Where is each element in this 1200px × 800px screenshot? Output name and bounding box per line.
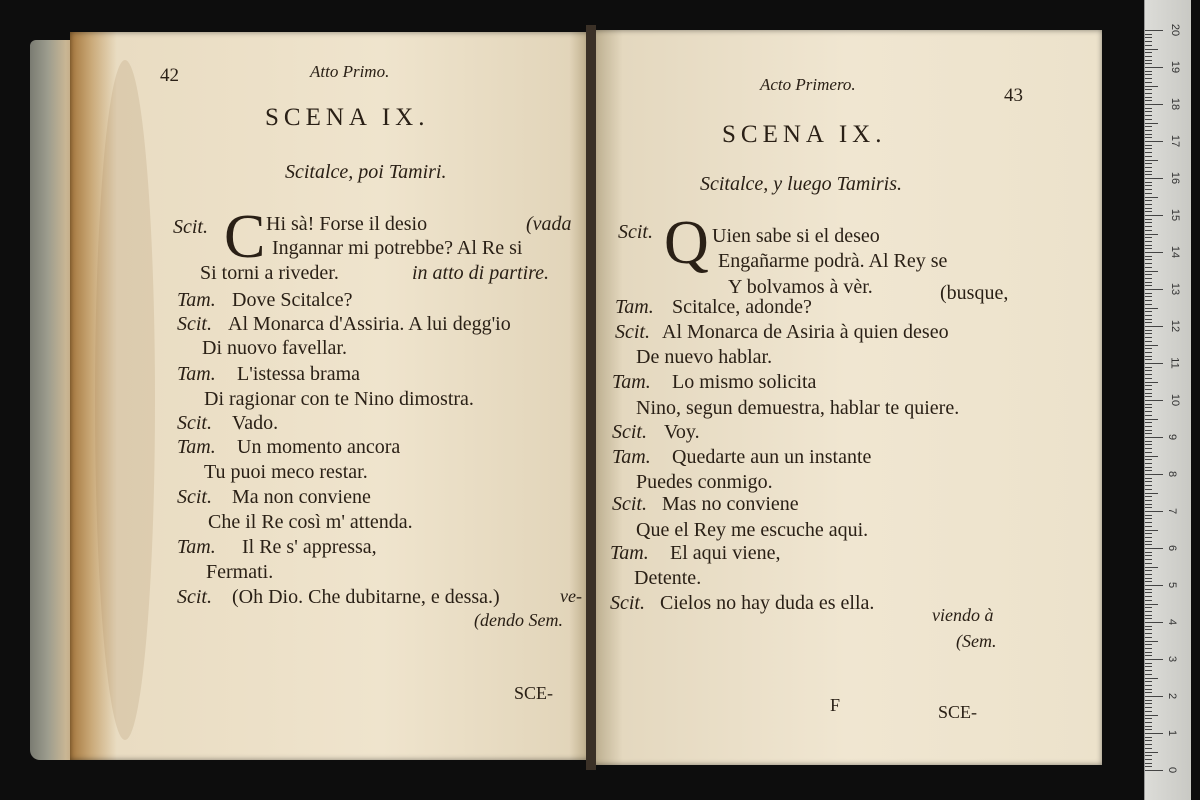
ruler-minor-tick xyxy=(1145,611,1152,612)
ruler-minor-tick xyxy=(1145,78,1152,79)
speaker: Scit. xyxy=(612,421,647,443)
ruler-minor-tick xyxy=(1145,171,1152,172)
ruler-minor-tick xyxy=(1145,211,1152,212)
ruler-minor-tick xyxy=(1145,333,1152,334)
ruler-minor-tick xyxy=(1145,641,1158,642)
ruler-label: 19 xyxy=(1169,60,1182,74)
ruler-minor-tick xyxy=(1145,578,1152,579)
ruler-minor-tick xyxy=(1145,703,1152,704)
ruler-minor-tick xyxy=(1145,263,1152,264)
ruler-minor-tick xyxy=(1145,182,1152,183)
ruler-tick xyxy=(1145,585,1163,586)
ruler-minor-tick xyxy=(1145,530,1158,531)
ruler-tick xyxy=(1145,252,1163,253)
ruler-minor-tick xyxy=(1145,456,1158,457)
ruler-minor-tick xyxy=(1145,385,1152,386)
speaker: Tam. xyxy=(177,363,216,385)
left-scene-title: SCENA IX. xyxy=(265,104,430,131)
ruler-minor-tick xyxy=(1145,518,1152,519)
ruler-minor-tick xyxy=(1145,348,1152,349)
ruler-minor-tick xyxy=(1145,718,1152,719)
stage-direction: in atto di partire. xyxy=(412,262,550,284)
ruler-minor-tick xyxy=(1145,245,1152,246)
ruler-minor-tick xyxy=(1145,685,1152,686)
right-page-number: 43 xyxy=(1004,85,1023,106)
ruler-minor-tick xyxy=(1145,522,1152,523)
ruler-minor-tick xyxy=(1145,648,1152,649)
verse-line: Dove Scitalce? xyxy=(232,289,353,311)
ruler-minor-tick xyxy=(1145,282,1152,283)
ruler-minor-tick xyxy=(1145,678,1158,679)
ruler-tick xyxy=(1145,474,1163,475)
verse-line: Y bolvamos à vèr. xyxy=(728,276,873,298)
ruler-minor-tick xyxy=(1145,285,1152,286)
ruler-minor-tick xyxy=(1145,119,1152,120)
ruler-minor-tick xyxy=(1145,322,1152,323)
ruler-minor-tick xyxy=(1145,766,1152,767)
verse-line: Ma non conviene xyxy=(232,486,371,508)
ruler-minor-tick xyxy=(1145,422,1152,423)
verse-line: Di nuovo favellar. xyxy=(202,337,347,359)
ruler-minor-tick xyxy=(1145,596,1152,597)
ruler-minor-tick xyxy=(1145,663,1152,664)
ruler-minor-tick xyxy=(1145,419,1158,420)
ruler-minor-tick xyxy=(1145,467,1152,468)
ruler-minor-tick xyxy=(1145,337,1152,338)
ruler-minor-tick xyxy=(1145,729,1152,730)
speaker: Scit. xyxy=(177,313,212,335)
ruler-minor-tick xyxy=(1145,618,1152,619)
ruler-label: 6 xyxy=(1166,544,1179,552)
verse-line: Hi sà! Forse il desio xyxy=(266,213,428,235)
ruler-minor-tick xyxy=(1145,629,1152,630)
verse-line: Un momento ancora xyxy=(237,436,401,458)
verse-line: Vado. xyxy=(232,412,279,434)
ruler-minor-tick xyxy=(1145,763,1152,764)
ruler-minor-tick xyxy=(1145,308,1158,309)
ruler-minor-tick xyxy=(1145,689,1152,690)
ruler-minor-tick xyxy=(1145,481,1152,482)
ruler-minor-tick xyxy=(1145,393,1152,394)
ruler-minor-tick xyxy=(1145,248,1152,249)
ruler-label: 7 xyxy=(1166,507,1179,515)
ruler-minor-tick xyxy=(1145,411,1152,412)
catchword: SCE- xyxy=(514,683,554,703)
ruler-minor-tick xyxy=(1145,222,1152,223)
speaker: Tam. xyxy=(177,436,216,458)
drop-cap: Q xyxy=(664,209,709,277)
ruler-minor-tick xyxy=(1145,137,1152,138)
ruler-minor-tick xyxy=(1145,367,1152,368)
verse-line: Lo mismo solicita xyxy=(672,371,817,393)
left-characters: Scitalce, poi Tamiri. xyxy=(285,161,447,183)
ruler-tick xyxy=(1145,215,1163,216)
ruler-minor-tick xyxy=(1145,345,1158,346)
ruler-minor-tick xyxy=(1145,237,1152,238)
ruler-minor-tick xyxy=(1145,226,1152,227)
speaker: Scit. xyxy=(177,486,212,508)
ruler-minor-tick xyxy=(1145,296,1152,297)
ruler-minor-tick xyxy=(1145,134,1152,135)
ruler-minor-tick xyxy=(1145,707,1152,708)
ruler-minor-tick xyxy=(1145,570,1152,571)
ruler-minor-tick xyxy=(1145,555,1152,556)
ruler-minor-tick xyxy=(1145,267,1152,268)
book-gutter xyxy=(586,25,596,770)
ruler-minor-tick xyxy=(1145,752,1158,753)
ruler-label: 13 xyxy=(1169,282,1182,296)
speaker: Tam. xyxy=(612,371,651,393)
verse-line: Puedes conmigo. xyxy=(636,471,773,493)
verse-line: Scitalce, adonde? xyxy=(672,296,812,318)
ruler-tick xyxy=(1145,289,1163,290)
speaker: Scit. xyxy=(615,321,650,343)
ruler-minor-tick xyxy=(1145,37,1152,38)
ruler-minor-tick xyxy=(1145,97,1152,98)
ruler-minor-tick xyxy=(1145,589,1152,590)
ruler-minor-tick xyxy=(1145,489,1152,490)
speaker: Scit. xyxy=(177,412,212,434)
ruler-minor-tick xyxy=(1145,692,1152,693)
verse-line: Fermati. xyxy=(206,561,274,583)
ruler-minor-tick xyxy=(1145,655,1152,656)
drop-cap: C xyxy=(224,203,266,271)
ruler-label: 12 xyxy=(1169,319,1182,333)
ruler-tick xyxy=(1145,622,1163,623)
ruler-minor-tick xyxy=(1145,41,1152,42)
ruler-minor-tick xyxy=(1145,219,1152,220)
ruler-minor-tick xyxy=(1145,470,1152,471)
catchword: SCE- xyxy=(938,702,978,722)
ruler-minor-tick xyxy=(1145,478,1152,479)
ruler-tick xyxy=(1145,104,1163,105)
ruler-minor-tick xyxy=(1145,415,1152,416)
left-running-head: Atto Primo. xyxy=(310,62,390,81)
ruler-minor-tick xyxy=(1145,500,1152,501)
ruler-minor-tick xyxy=(1145,152,1152,153)
verse-line: Voy. xyxy=(664,421,700,443)
ruler-minor-tick xyxy=(1145,115,1152,116)
ruler-minor-tick xyxy=(1145,463,1152,464)
ruler-minor-tick xyxy=(1145,633,1152,634)
ruler-minor-tick xyxy=(1145,145,1152,146)
ruler-minor-tick xyxy=(1145,637,1152,638)
ruler-minor-tick xyxy=(1145,448,1152,449)
ruler-minor-tick xyxy=(1145,526,1152,527)
ruler-minor-tick xyxy=(1145,293,1152,294)
verse-line: Quedarte aun un instante xyxy=(672,446,872,468)
ruler-minor-tick xyxy=(1145,544,1152,545)
ruler-tick xyxy=(1145,141,1163,142)
ruler-minor-tick xyxy=(1145,722,1152,723)
ruler-minor-tick xyxy=(1145,111,1152,112)
ruler-minor-tick xyxy=(1145,507,1152,508)
ruler-minor-tick xyxy=(1145,278,1152,279)
ruler-minor-tick xyxy=(1145,63,1152,64)
ruler-minor-tick xyxy=(1145,670,1152,671)
ruler-minor-tick xyxy=(1145,52,1152,53)
ruler-tick xyxy=(1145,733,1163,734)
ruler-minor-tick xyxy=(1145,407,1152,408)
ruler-minor-tick xyxy=(1145,615,1152,616)
ruler-minor-tick xyxy=(1145,259,1152,260)
ruler-minor-tick xyxy=(1145,197,1158,198)
ruler-minor-tick xyxy=(1145,89,1152,90)
ruler-label: 5 xyxy=(1166,581,1179,589)
stage-direction: (dendo Sem. xyxy=(474,610,563,630)
ruler-minor-tick xyxy=(1145,359,1152,360)
ruler-minor-tick xyxy=(1145,156,1152,157)
ruler-minor-tick xyxy=(1145,559,1152,560)
ruler-minor-tick xyxy=(1145,537,1152,538)
ruler-minor-tick xyxy=(1145,82,1152,83)
measuring-ruler xyxy=(1144,0,1191,800)
ruler-minor-tick xyxy=(1145,459,1152,460)
ruler-minor-tick xyxy=(1145,311,1152,312)
ruler-minor-tick xyxy=(1145,271,1158,272)
ruler-minor-tick xyxy=(1145,563,1152,564)
ruler-label: 2 xyxy=(1166,692,1179,700)
ruler-tick xyxy=(1145,30,1163,31)
ruler-label: 16 xyxy=(1169,171,1182,185)
ruler-minor-tick xyxy=(1145,644,1152,645)
ruler-minor-tick xyxy=(1145,86,1158,87)
ruler-minor-tick xyxy=(1145,100,1152,101)
ruler-minor-tick xyxy=(1145,441,1152,442)
ruler-label: 0 xyxy=(1166,766,1179,774)
ruler-minor-tick xyxy=(1145,330,1152,331)
speaker: Scit. xyxy=(618,221,653,243)
ruler-minor-tick xyxy=(1145,666,1152,667)
right-characters: Scitalce, y luego Tamiris. xyxy=(700,173,903,195)
ruler-minor-tick xyxy=(1145,74,1152,75)
verse-line: Nino, segun demuestra, hablar te quiere. xyxy=(636,397,960,419)
ruler-minor-tick xyxy=(1145,740,1152,741)
verse-line: Di ragionar con te Nino dimostra. xyxy=(204,388,474,410)
ruler-minor-tick xyxy=(1145,567,1158,568)
ruler-tick xyxy=(1145,770,1163,771)
ruler-minor-tick xyxy=(1145,715,1158,716)
ruler-minor-tick xyxy=(1145,204,1152,205)
ruler-label: 11 xyxy=(1168,357,1181,369)
ruler-minor-tick xyxy=(1145,160,1158,161)
ruler-minor-tick xyxy=(1145,230,1152,231)
stage-direction: viendo à xyxy=(932,605,994,625)
ruler-tick xyxy=(1145,548,1163,549)
ruler-minor-tick xyxy=(1145,148,1152,149)
ruler-minor-tick xyxy=(1145,574,1152,575)
verse-line: Tu puoi meco restar. xyxy=(204,461,368,483)
ruler-minor-tick xyxy=(1145,607,1152,608)
ruler-minor-tick xyxy=(1145,604,1158,605)
speaker: Scit. xyxy=(173,216,208,238)
ruler-minor-tick xyxy=(1145,389,1152,390)
ruler-minor-tick xyxy=(1145,356,1152,357)
verse-line: Detente. xyxy=(634,567,702,589)
ruler-minor-tick xyxy=(1145,452,1152,453)
ruler-minor-tick xyxy=(1145,711,1152,712)
ruler-minor-tick xyxy=(1145,108,1152,109)
ruler-minor-tick xyxy=(1145,60,1152,61)
ruler-minor-tick xyxy=(1145,274,1152,275)
ruler-minor-tick xyxy=(1145,71,1152,72)
ruler-minor-tick xyxy=(1145,426,1152,427)
signature-mark: F xyxy=(830,695,841,715)
ruler-minor-tick xyxy=(1145,208,1152,209)
ruler-minor-tick xyxy=(1145,163,1152,164)
ruler-minor-tick xyxy=(1145,256,1152,257)
verse-line: Al Monarca de Asiria à quien deseo xyxy=(662,321,949,343)
verse-line: L'istessa brama xyxy=(237,363,361,385)
ruler-minor-tick xyxy=(1145,485,1152,486)
ruler-minor-tick xyxy=(1145,93,1152,94)
ruler-label: 17 xyxy=(1169,134,1182,148)
ruler-tick xyxy=(1145,363,1163,364)
ruler-label: 15 xyxy=(1169,208,1182,222)
ruler-minor-tick xyxy=(1145,748,1152,749)
verse-line: (Oh Dio. Che dubitarne, e dessa.) xyxy=(232,586,500,608)
ruler-tick xyxy=(1145,511,1163,512)
ruler-tick xyxy=(1145,178,1163,179)
stage-direction: (vada xyxy=(526,213,572,235)
ruler-minor-tick xyxy=(1145,126,1152,127)
speaker: Tam. xyxy=(615,296,654,318)
ruler-minor-tick xyxy=(1145,515,1152,516)
speaker: Tam. xyxy=(177,289,216,311)
ruler-minor-tick xyxy=(1145,123,1158,124)
verse-line: El aqui viene, xyxy=(670,542,781,564)
ruler-minor-tick xyxy=(1145,493,1158,494)
speaker: Tam. xyxy=(612,446,651,468)
speaker: Scit. xyxy=(612,493,647,515)
ruler-minor-tick xyxy=(1145,433,1152,434)
ruler-minor-tick xyxy=(1145,382,1158,383)
ruler-tick xyxy=(1145,659,1163,660)
speaker: Scit. xyxy=(610,592,645,614)
ruler-minor-tick xyxy=(1145,374,1152,375)
ruler-minor-tick xyxy=(1145,496,1152,497)
ruler-tick xyxy=(1145,696,1163,697)
ruler-minor-tick xyxy=(1145,541,1152,542)
ruler-minor-tick xyxy=(1145,504,1152,505)
ruler-label: 18 xyxy=(1169,97,1182,111)
ruler-minor-tick xyxy=(1145,626,1152,627)
ruler-minor-tick xyxy=(1145,726,1152,727)
ruler-tick xyxy=(1145,326,1163,327)
ruler-minor-tick xyxy=(1145,737,1152,738)
ruler-label: 10 xyxy=(1169,393,1182,407)
verse-line: Al Monarca d'Assiria. A lui degg'io xyxy=(228,313,511,335)
right-running-head: Acto Primero. xyxy=(760,75,856,94)
verse-line: Engañarme podrà. Al Rey se xyxy=(718,250,948,272)
edge-stain xyxy=(95,60,155,740)
ruler-minor-tick xyxy=(1145,34,1152,35)
speaker: Tam. xyxy=(177,536,216,558)
ruler-label: 20 xyxy=(1169,23,1182,37)
ruler-label: 3 xyxy=(1166,655,1179,663)
ruler-minor-tick xyxy=(1145,674,1152,675)
ruler-minor-tick xyxy=(1145,174,1152,175)
ruler-minor-tick xyxy=(1145,552,1152,553)
ruler-minor-tick xyxy=(1145,352,1152,353)
verse-line: Mas no conviene xyxy=(662,493,799,515)
ruler-minor-tick xyxy=(1145,430,1152,431)
verse-line: Cielos no hay duda es ella. xyxy=(660,592,875,614)
ruler-minor-tick xyxy=(1145,193,1152,194)
ruler-minor-tick xyxy=(1145,200,1152,201)
verse-line: Che il Re così m' attenda. xyxy=(208,511,413,533)
ruler-minor-tick xyxy=(1145,759,1152,760)
ruler-label: 9 xyxy=(1166,433,1179,441)
ruler-minor-tick xyxy=(1145,241,1152,242)
stage-direction: (busque, xyxy=(940,282,1009,304)
ruler-minor-tick xyxy=(1145,378,1152,379)
ruler-label: 14 xyxy=(1169,245,1182,259)
verse-line: Si torni a riveder. xyxy=(200,262,339,284)
ruler-minor-tick xyxy=(1145,185,1152,186)
ruler-minor-tick xyxy=(1145,592,1152,593)
ruler-minor-tick xyxy=(1145,56,1152,57)
ruler-minor-tick xyxy=(1145,45,1152,46)
ruler-minor-tick xyxy=(1145,341,1152,342)
ruler-minor-tick xyxy=(1145,581,1152,582)
ruler-minor-tick xyxy=(1145,404,1152,405)
ruler-minor-tick xyxy=(1145,370,1152,371)
speaker: Scit. xyxy=(177,586,212,608)
ruler-minor-tick xyxy=(1145,700,1152,701)
ruler-minor-tick xyxy=(1145,49,1158,50)
ruler-minor-tick xyxy=(1145,533,1152,534)
ruler-minor-tick xyxy=(1145,681,1152,682)
ruler-minor-tick xyxy=(1145,304,1152,305)
ruler-minor-tick xyxy=(1145,652,1152,653)
stage-direction: ve- xyxy=(560,586,582,606)
ruler-label: 1 xyxy=(1166,729,1179,737)
ruler-minor-tick xyxy=(1145,319,1152,320)
ruler-minor-tick xyxy=(1145,755,1152,756)
ruler-minor-tick xyxy=(1145,167,1152,168)
ruler-tick xyxy=(1145,67,1163,68)
verse-line: Que el Rey me escuche aqui. xyxy=(636,519,869,541)
ruler-minor-tick xyxy=(1145,600,1152,601)
verse-line: Uien sabe si el deseo xyxy=(712,225,880,247)
ruler-minor-tick xyxy=(1145,234,1158,235)
ruler-minor-tick xyxy=(1145,130,1152,131)
speaker: Tam. xyxy=(610,542,649,564)
ruler-minor-tick xyxy=(1145,396,1152,397)
ruler-minor-tick xyxy=(1145,315,1152,316)
ruler-minor-tick xyxy=(1145,744,1152,745)
ruler-label: 8 xyxy=(1166,470,1179,478)
verse-line: Il Re s' appressa, xyxy=(242,536,377,558)
left-page-number: 42 xyxy=(160,65,179,86)
ruler-minor-tick xyxy=(1145,444,1152,445)
ruler-minor-tick xyxy=(1145,189,1152,190)
ruler-tick xyxy=(1145,400,1163,401)
verse-line: De nuevo hablar. xyxy=(636,346,773,368)
ruler-minor-tick xyxy=(1145,300,1152,301)
ruler-tick xyxy=(1145,437,1163,438)
right-scene-title: SCENA IX. xyxy=(722,121,887,148)
ruler-label: 4 xyxy=(1166,618,1179,626)
verse-line: Ingannar mi potrebbe? Al Re si xyxy=(272,237,523,259)
stage-direction: (Sem. xyxy=(956,631,997,651)
